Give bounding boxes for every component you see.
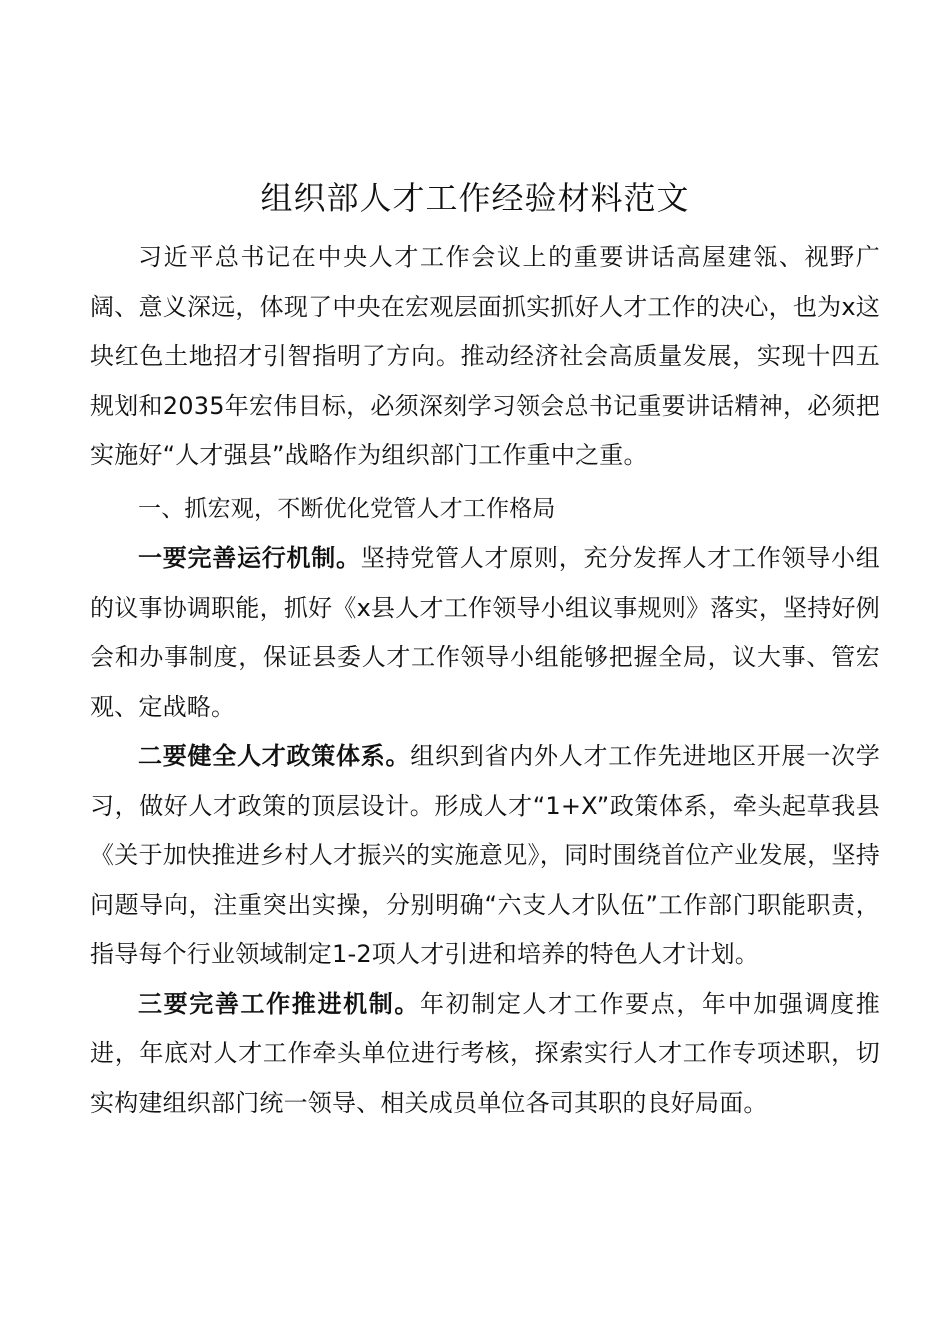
item-text-2: 组织到省内外人才工作先进地区开展一次学习，做好人才政策的顶层设计。形成人才“1+X”政策体系，牵头起草我县《关于加快推进乡村人才振兴的实施意见》，同时围绕首位产业发展，坚持问题导向，注重突出实操，分别明确“六支人才队伍”工作部门职能职责，指导每个行业领域制定1-2项人才引进和培养的特色人才计划。 xyxy=(90,742,880,968)
section-heading: 一、抓宏观，不断优化党管人才工作格局 xyxy=(138,495,556,522)
item-paragraph-1 xyxy=(90,534,880,732)
item-paragraph-3 xyxy=(90,980,880,1129)
document-body xyxy=(90,233,880,1128)
intro-paragraph: 习近平总书记在中央人才工作会议上的重要讲话高屋建瓴、视野广阔、意义深远，体现了中央在宏观层面抓实抓好人才工作的决心，也为x这块红色土地招才引智指明了方向。推动经济社会高质量发展，实现十四五规划和2035年宏伟目标，必须深刻学习领会总书记重要讲话精神，必须把实施好“人才强县”战略作为组织部门工作重中之重。 xyxy=(90,243,880,469)
item-lead-3: 三要完善工作推进机制。 xyxy=(138,989,420,1018)
document-title: 组织部人才工作经验材料范文 xyxy=(260,179,690,217)
item-paragraph-2 xyxy=(90,732,880,980)
item-text-1: 坚持党管人才原则，充分发挥人才工作领导小组的议事协调职能，抓好《x县人才工作领导小组议事规则》落实，坚持好例会和办事制度，保证县委人才工作领导小组能够把握全局，议大事、管宏观、定战略。 xyxy=(90,544,880,721)
item-lead-1: 一要完善运行机制。 xyxy=(138,544,361,572)
item-lead-2: 二要健全人才政策体系。 xyxy=(138,742,411,770)
item-text-3: 年初制定人才工作要点，年中加强调度推进，年底对人才工作牵头单位进行考核，探索实行人才工作专项述职，切实构建组织部门统一领导、相关成员单位各司其职的良好局面。 xyxy=(90,989,880,1117)
